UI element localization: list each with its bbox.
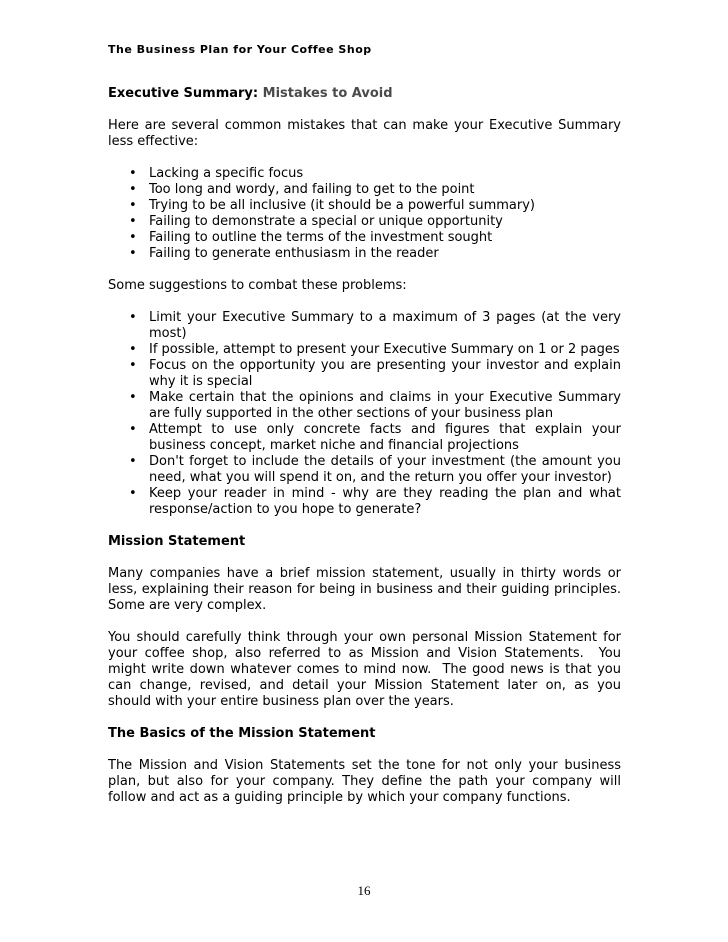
list-item: • Lacking a specific focus	[108, 166, 621, 182]
mission-paragraph-1: Many companies have a brief mission statement, usually in thirty words or less, explaining their reason for being in business and their guiding principles. Some are very complex.	[108, 566, 621, 613]
mission-basics-paragraph: The Mission and Vision Statements set the tone for not only your business plan, but also for your company. They define the path your company will follow and act as a guiding principle by which your company functions.	[108, 758, 621, 805]
list-item: • Don't forget to include the details of your investment (the amount you need, what you will spend it on, and the return you offer your investor)	[108, 454, 621, 486]
list-item: • Too long and wordy, and failing to get to the point	[108, 182, 621, 198]
list-item: • Trying to be all inclusive (it should be a powerful summary)	[108, 198, 621, 214]
running-header: The Business Plan for Your Coffee Shop	[108, 43, 372, 56]
heading-label: Executive Summary:	[108, 86, 259, 101]
list-item: • Focus on the opportunity you are presenting your investor and explain why it is special	[108, 358, 621, 390]
list-item: • Failing to demonstrate a special or unique opportunity	[108, 214, 621, 230]
list-item: • Make certain that the opinions and claims in your Executive Summary are fully supported in the other sections of your business plan	[108, 390, 621, 422]
suggestions-list	[108, 310, 621, 518]
list-item: • If possible, attempt to present your Executive Summary on 1 or 2 pages	[108, 342, 621, 358]
mission-statement-heading: Mission Statement	[108, 534, 246, 549]
list-item: • Failing to generate enthusiasm in the reader	[108, 246, 621, 262]
page-content	[108, 86, 626, 822]
mission-basics-heading: The Basics of the Mission Statement	[108, 726, 376, 741]
page-number: 16	[357, 883, 371, 898]
mission-paragraph-2: You should carefully think through your own personal Mission Statement for your coffee shop, also referred to as Mission and Vision Statements. You might write down whatever comes to mind now. The good news is that you can change, revised, and detail your Mission Statement later on, as you should with your entire business plan over the years.	[108, 630, 626, 709]
list-item: • Keep your reader in mind - why are they reading the plan and what response/action to you hope to generate?	[108, 486, 621, 518]
mistakes-list	[108, 166, 621, 262]
mistakes-intro: Here are several common mistakes that can make your Executive Summary less effective:	[108, 118, 621, 149]
list-item: • Attempt to use only concrete facts and figures that explain your business concept, market niche and financial projections	[108, 422, 621, 454]
list-item: • Limit your Executive Summary to a maximum of 3 pages (at the very most)	[108, 310, 621, 342]
heading-subtitle: Mistakes to Avoid	[262, 86, 393, 101]
list-item: • Failing to outline the terms of the investment sought	[108, 230, 621, 246]
suggestions-intro: Some suggestions to combat these problems:	[108, 278, 407, 293]
executive-summary-heading	[108, 86, 621, 102]
